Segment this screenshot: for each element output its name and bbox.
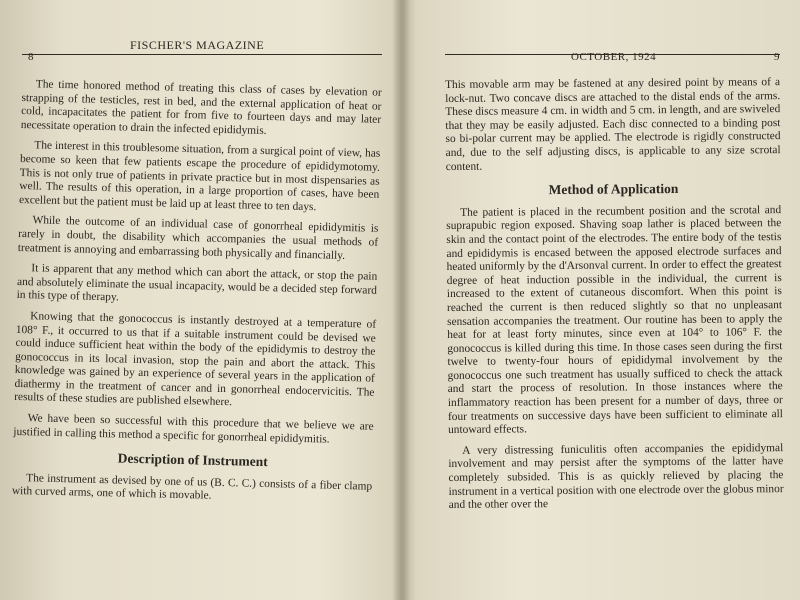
left-running-header (22, 36, 382, 63)
paragraph: The instrument as devised by one of us (B. C. C.) consists of a fiber clamp with curved arms, one of which is movable. (11, 472, 373, 503)
paragraph: This movable arm may be fastened at any desired point by means of a lock-nut. Two concave discs are attached to the distal ends of the arms. These discs measure 4 cm. in width and 5 cm. in length, and are swiveled that they may be easily adjusted. Each disc connected to a binding post so bi-polar current may be applied. The electrode is rigidly constructed and, due to the self adjusting discs, is applicable to any size scrotal content. (445, 76, 781, 173)
paragraph: While the outcome of an individual case of gonorrheal epididymitis is rarely in doubt, the disability which accompanies the usual methods of treatment is annoying and embarrassing both physically and financially. (17, 214, 379, 262)
header-rule (22, 54, 382, 55)
paragraph: A very distressing funiculitis often accompanies the epididymal involvement and may persist after the symptoms of the latter have completely subsided. This is as quickly relieved by placing the instrument in a vertical position with one electrode over the globus minor and the other over the (448, 441, 784, 512)
header-rule (445, 54, 780, 55)
magazine-title: FISCHER'S MAGAZINE (130, 38, 265, 52)
left-page (11, 0, 382, 600)
paragraph: Knowing that the gonococcus is instantly destroyed at a temperature of 108° F., it occurred to us that if a suitable instrument could be devised we could induce sufficient heat within the body of the epididymis to destroy the gonococcus in its local invasion, stop the pain and abort the attack. This knowledge was gained by an experience of several years in the application of diathermy in the treatment of cancer and in gonorrheal endocervicitis. The results of these studies are published elsewhere. (14, 310, 377, 409)
paragraph: The interest in this troublesome situation, from a surgical point of view, has become so keen that few patients escape the procedure of epididymotomy. This is not only true of patients in private practice but in most dispensaries as well. The results of this operation, in a large proportion of cases, have been excellent but the patient must be laid up at least three to ten days. (18, 139, 381, 213)
paragraph: The patient is placed in the recumbent position and the scrotal and suprapubic region exposed. Shaving soap lather is placed between the skin and the contact point of the electrodes. The entire body of the testis and epididymis is encased between the apposed electrode surfaces and heated uniformly by the d'Arsonval current. In order to effect the greatest degree of heat induction possible in the individual, the current is increased to the extent of cutaneous discomfort. When this point is reached the current is then reduced slightly so that no unpleasant sensation accompanies the treatment. Our routine has been to apply the heat for at least forty minutes, since even at 104° to 106° F. the gonococcus is killed during this time. In those cases seen during the first twelve to twenty-four hours of epididymal involvement by the gonococcus one such treatment has usually sufficed to check the attack and start the process of resolution. In those instances where the inflammatory reaction has been present for a number of days, three or four treatments on successive days have been sufficient to eliminate all untoward effects. (446, 203, 783, 437)
left-page-body (12, 78, 382, 515)
right-page (445, 0, 784, 600)
left-page-number: 8 (28, 51, 34, 63)
book-gutter (392, 0, 410, 600)
section-heading: Description of Instrument (117, 450, 268, 470)
issue-date: OCTOBER, 1924 (571, 51, 657, 63)
right-page-body (445, 76, 784, 520)
paragraph: It is apparent that any method which can abort the attack, or stop the pain and absolutely eliminate the usual incapacity, would be a decided step forward in this type of therapy. (16, 262, 378, 304)
right-running-header (445, 36, 780, 63)
right-page-number: 9 (774, 51, 780, 63)
paragraph: We have been so successful with this procedure that we believe we are justified in calling this method a specific for gonorrheal epididymitis. (13, 412, 374, 446)
paragraph: The time honored method of treating this class of cases by elevation or strapping of the testicles, rest in bed, and the external application of heat or cold, incapacitates the patient for from five to fourteen days and may later necessitate operation to drain the infected epididymis. (20, 78, 382, 137)
section-heading: Method of Application (548, 181, 679, 198)
